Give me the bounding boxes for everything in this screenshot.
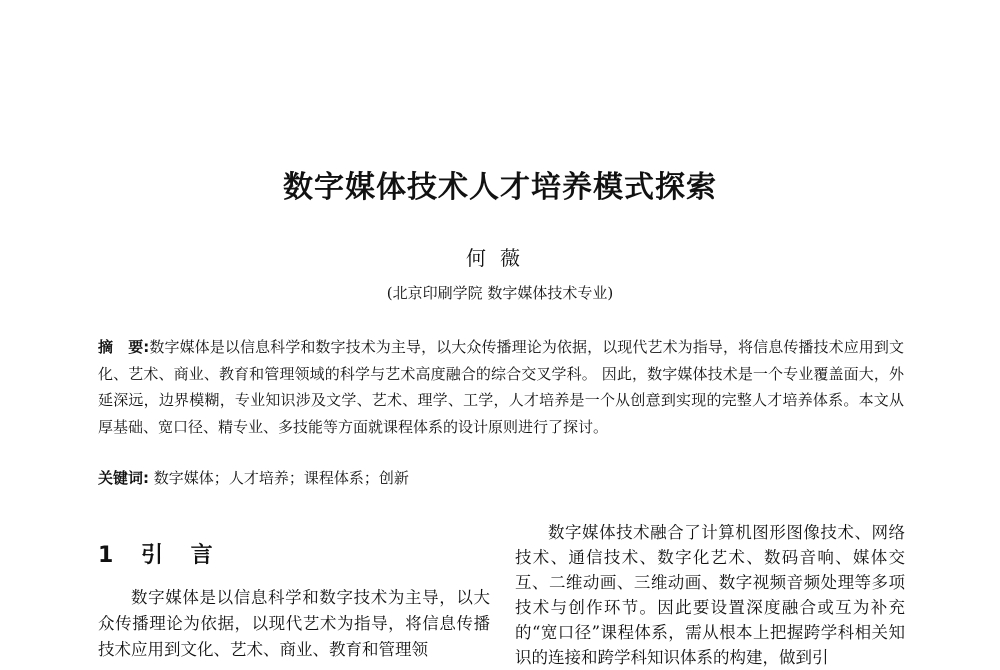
right-column-paragraph: 数字媒体技术融合了计算机图形图像技术、网络技术、通信技术、数字化艺术、数码音响、媒体交互、二维动画、三维动画、数字视频音频处理等多项技术与创作环节。因此要设置深度融合或互为补充的“宽口径”课程体系，需从根本上把握跨学科相关知识的连接和跨学科知识体系的构建，做到引 [515, 523, 905, 667]
keywords-label: 关键词: [98, 469, 149, 487]
keywords [98, 465, 904, 491]
keyword-separator: ； [363, 469, 379, 487]
abstract-label: 摘 要: [98, 338, 150, 356]
keyword-item: 课程体系 [303, 469, 364, 487]
paper-title: 数字媒体技术人才培养模式探索 [283, 170, 717, 205]
left-column-paragraph: 数字媒体是以信息科学和数字技术为主导，以大众传播理论为依据，以现代艺术为指导，将信息传播技术应用到文化、艺术、商业、教育和管理领 [98, 588, 490, 659]
abstract [98, 334, 904, 440]
section-heading-introduction: 1 引 言 [98, 543, 223, 568]
keywords-list [154, 469, 409, 487]
author-affiliation: (北京印刷学院 数字媒体技术专业) [386, 284, 614, 302]
author-name: 何薇 [466, 246, 534, 270]
abstract-text: 数字媒体是以信息科学和数字技术为主导，以大众传播理论为依据，以现代艺术为指导，将信息传播技术应用到文化、艺术、商业、教育和管理领域的科学与艺术高度融合的综合交叉学科。 因此，数字媒体技术是一个专业覆盖面大，外延深远，边界模糊，专业知识涉及文学、艺术、理学、工学，人才培养是一个从创意到实现的完整人才培养体系。本文从厚基础、宽口径、精专业、多技能等方面就课程体系的设计原则进行了探讨。 [98, 338, 904, 436]
keyword-item: 数字媒体 [153, 469, 214, 487]
keyword-separator: ； [288, 469, 304, 487]
keyword-item: 人才培养 [228, 469, 289, 487]
keyword-separator: ； [213, 469, 229, 487]
keyword-item: 创新 [378, 469, 409, 487]
